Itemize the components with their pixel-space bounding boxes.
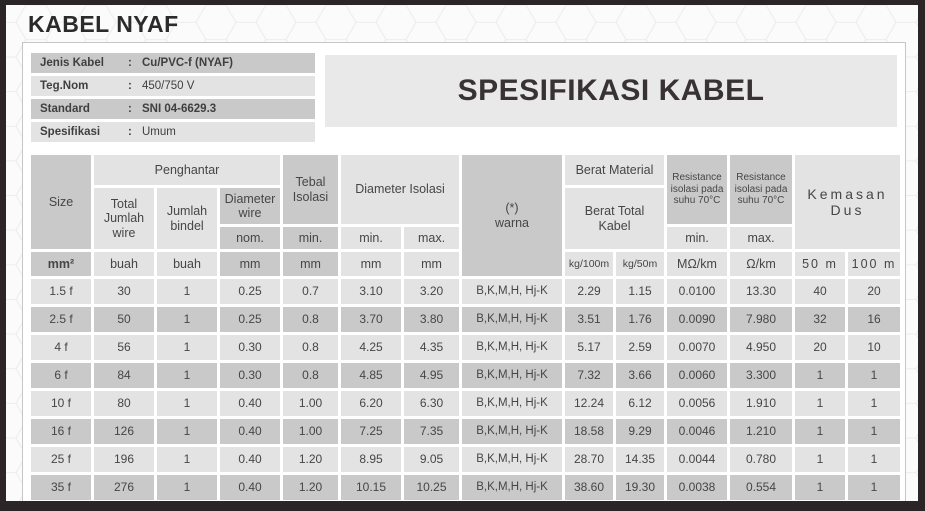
table-cell: 0.30 <box>220 363 280 388</box>
table-cell: 38.60 <box>565 475 613 500</box>
table-cell: 18.58 <box>565 419 613 444</box>
table-cell: 30 <box>94 279 154 304</box>
info-label: Teg.Nom <box>40 80 89 92</box>
table-cell: 2.59 <box>616 335 664 360</box>
table-cell: 1 <box>157 363 217 388</box>
table-cell: 1 <box>157 335 217 360</box>
table-cell: 80 <box>94 391 154 416</box>
table-cell: 3.300 <box>730 363 792 388</box>
spec-table <box>31 155 897 500</box>
table-cell: 0.40 <box>220 447 280 472</box>
unit-kemasan-100m: 100 m <box>848 252 900 276</box>
warna-asterisk: (*) <box>505 201 519 216</box>
table-cell: 10 <box>848 335 900 360</box>
table-cell: B,K,M,H, Hj-K <box>462 279 562 304</box>
table-cell: 1 <box>848 447 900 472</box>
table-cell: 126 <box>94 419 154 444</box>
table-cell: 1.76 <box>616 307 664 332</box>
table-cell: 0.0056 <box>667 391 727 416</box>
table-cell: 1 <box>795 419 845 444</box>
table-cell: 4.25 <box>341 335 401 360</box>
table-cell: 40 <box>795 279 845 304</box>
col-subheader-resistance-max: max. <box>730 227 792 249</box>
page-title: KABEL NYAF <box>28 11 179 37</box>
table-cell: B,K,M,H, Hj-K <box>462 307 562 332</box>
table-cell: 1 <box>795 447 845 472</box>
table-cell: 1.15 <box>616 279 664 304</box>
table-cell: 1 <box>848 419 900 444</box>
table-cell: 10 f <box>31 391 91 416</box>
table-cell: 13.30 <box>730 279 792 304</box>
table-cell: 0.0038 <box>667 475 727 500</box>
table-cell: 1 <box>157 391 217 416</box>
table-cell: 6.30 <box>404 391 459 416</box>
table-cell: 4.95 <box>404 363 459 388</box>
table-cell: B,K,M,H, Hj-K <box>462 391 562 416</box>
table-cell: 0.25 <box>220 307 280 332</box>
cable-info-box <box>31 53 315 145</box>
table-cell: 1.5 f <box>31 279 91 304</box>
info-row-teg-nom <box>31 76 315 96</box>
table-cell: 1.00 <box>283 391 338 416</box>
spec-banner <box>325 55 897 127</box>
unit-text: mm² <box>47 256 75 271</box>
table-cell: 35 f <box>31 475 91 500</box>
table-cell: 276 <box>94 475 154 500</box>
col-header-berat-material: Berat Material <box>565 155 664 185</box>
table-cell: 6 f <box>31 363 91 388</box>
col-header-size: Size <box>31 155 91 249</box>
table-cell: 0.0060 <box>667 363 727 388</box>
info-value: Cu/PVC-f (NYAF) <box>142 57 233 69</box>
unit-size <box>31 252 91 276</box>
table-cell: 3.70 <box>341 307 401 332</box>
table-cell: 4.85 <box>341 363 401 388</box>
unit-jumlah-bindel: buah <box>157 252 217 276</box>
table-cell: 0.7 <box>283 279 338 304</box>
table-cell: 2.5 f <box>31 307 91 332</box>
table-cell: B,K,M,H, Hj-K <box>462 475 562 500</box>
table-cell: 0.8 <box>283 335 338 360</box>
col-subheader-diameter-max: max. <box>404 227 459 249</box>
col-subheader-diameter-min: min. <box>341 227 401 249</box>
table-cell: 6.12 <box>616 391 664 416</box>
table-cell: 1.00 <box>283 419 338 444</box>
table-cell: 19.30 <box>616 475 664 500</box>
unit-berat-50m: kg/50m <box>616 252 664 276</box>
table-cell: B,K,M,H, Hj-K <box>462 335 562 360</box>
col-header-diameter-isolasi: Diameter Isolasi <box>341 155 459 224</box>
content-box <box>22 42 906 502</box>
info-label: Jenis Kabel <box>40 57 104 69</box>
col-header-kemasan-dus: Kemasan Dus <box>795 155 900 249</box>
table-cell: 16 <box>848 307 900 332</box>
col-header-tebal-isolasi: Tebal Isolasi <box>283 155 338 224</box>
table-cell: 7.32 <box>565 363 613 388</box>
table-cell: 14.35 <box>616 447 664 472</box>
table-cell: B,K,M,H, Hj-K <box>462 447 562 472</box>
warna-label: warna <box>494 215 530 230</box>
col-header-total-jumlah-wire: Total Jumlah wire <box>94 188 154 249</box>
unit-diameter-isolasi-max: mm <box>404 252 459 276</box>
table-cell: 0.8 <box>283 307 338 332</box>
col-subheader-nom: nom. <box>220 227 280 249</box>
unit-resistance-max: Ω/km <box>730 252 792 276</box>
info-separator: : <box>128 57 132 69</box>
table-cell: 0.0090 <box>667 307 727 332</box>
table-cell: 0.25 <box>220 279 280 304</box>
table-cell: 1 <box>157 475 217 500</box>
table-cell: B,K,M,H, Hj-K <box>462 419 562 444</box>
table-cell: 1 <box>848 391 900 416</box>
table-cell: 3.80 <box>404 307 459 332</box>
table-cell: 0.40 <box>220 391 280 416</box>
table-cell: 8.95 <box>341 447 401 472</box>
table-cell: 12.24 <box>565 391 613 416</box>
table-cell: 1 <box>157 307 217 332</box>
col-header-resistance-max: Resistance isolasi pada suhu 70°C <box>730 155 792 224</box>
table-cell: 0.0070 <box>667 335 727 360</box>
table-cell: 0.0046 <box>667 419 727 444</box>
table-cell: 3.66 <box>616 363 664 388</box>
table-cell: 1 <box>848 475 900 500</box>
unit-resistance-min: MΩ/km <box>667 252 727 276</box>
col-header-warna <box>462 155 562 276</box>
table-cell: 1 <box>157 419 217 444</box>
table-cell: 3.51 <box>565 307 613 332</box>
table-cell: 0.8 <box>283 363 338 388</box>
info-row-standard <box>31 99 315 119</box>
table-cell: 50 <box>94 307 154 332</box>
table-cell: 0.30 <box>220 335 280 360</box>
info-value: SNI 04-6629.3 <box>142 103 217 115</box>
col-header-diameter-wire: Diameter wire <box>220 188 280 224</box>
table-cell: 0.0100 <box>667 279 727 304</box>
table-cell: 4 f <box>31 335 91 360</box>
table-cell: 0.0044 <box>667 447 727 472</box>
table-cell: 4.35 <box>404 335 459 360</box>
table-cell: 10.15 <box>341 475 401 500</box>
table-cell: 7.25 <box>341 419 401 444</box>
table-cell: 9.29 <box>616 419 664 444</box>
unit-kemasan-50m: 50 m <box>795 252 845 276</box>
spec-banner-title: SPESIFIKASI KABEL <box>457 74 765 107</box>
table-cell: 1 <box>157 279 217 304</box>
table-cell: 1 <box>795 475 845 500</box>
table-cell: 6.20 <box>341 391 401 416</box>
info-separator: : <box>128 103 132 115</box>
table-cell: 1.210 <box>730 419 792 444</box>
info-value: Umum <box>142 126 176 138</box>
table-cell: 0.780 <box>730 447 792 472</box>
col-header-jumlah-bindel: Jumlah bindel <box>157 188 217 249</box>
info-separator: : <box>128 126 132 138</box>
table-cell: 1 <box>795 391 845 416</box>
unit-diameter-isolasi-min: mm <box>341 252 401 276</box>
table-cell: 0.40 <box>220 475 280 500</box>
info-row-spesifikasi <box>31 122 315 142</box>
table-cell: 2.29 <box>565 279 613 304</box>
table-cell: 32 <box>795 307 845 332</box>
table-cell: 3.10 <box>341 279 401 304</box>
info-label: Spesifikasi <box>40 126 101 138</box>
table-cell: B,K,M,H, Hj-K <box>462 363 562 388</box>
table-cell: 28.70 <box>565 447 613 472</box>
table-cell: 5.17 <box>565 335 613 360</box>
table-cell: 1.20 <box>283 475 338 500</box>
table-cell: 9.05 <box>404 447 459 472</box>
table-cell: 84 <box>94 363 154 388</box>
table-cell: 1 <box>157 447 217 472</box>
unit-diameter-wire: mm <box>220 252 280 276</box>
table-cell: 3.20 <box>404 279 459 304</box>
col-subheader-tebal-min: min. <box>283 227 338 249</box>
unit-berat-100m: kg/100m <box>565 252 613 276</box>
table-cell: 4.950 <box>730 335 792 360</box>
table-cell: 25 f <box>31 447 91 472</box>
info-value: 450/750 V <box>142 80 195 92</box>
table-cell: 56 <box>94 335 154 360</box>
info-row-jenis-kabel <box>31 53 315 73</box>
unit-tebal-isolasi: mm <box>283 252 338 276</box>
unit-total-jumlah-wire: buah <box>94 252 154 276</box>
col-header-penghantar: Penghantar <box>94 155 280 185</box>
table-cell: 0.554 <box>730 475 792 500</box>
table-cell: 7.980 <box>730 307 792 332</box>
table-cell: 20 <box>795 335 845 360</box>
table-cell: 1 <box>848 363 900 388</box>
col-subheader-resistance-min: min. <box>667 227 727 249</box>
table-cell: 196 <box>94 447 154 472</box>
info-label: Standard <box>40 103 90 115</box>
table-cell: 20 <box>848 279 900 304</box>
table-cell: 16 f <box>31 419 91 444</box>
table-cell: 1.20 <box>283 447 338 472</box>
table-cell: 1.910 <box>730 391 792 416</box>
col-header-berat-total-kabel: Berat Total Kabel <box>565 188 664 249</box>
col-header-resistance-min: Resistance isolasi pada suhu 70°C <box>667 155 727 224</box>
table-cell: 10.25 <box>404 475 459 500</box>
info-separator: : <box>128 80 132 92</box>
table-cell: 1 <box>795 363 845 388</box>
table-cell: 0.40 <box>220 419 280 444</box>
table-cell: 7.35 <box>404 419 459 444</box>
